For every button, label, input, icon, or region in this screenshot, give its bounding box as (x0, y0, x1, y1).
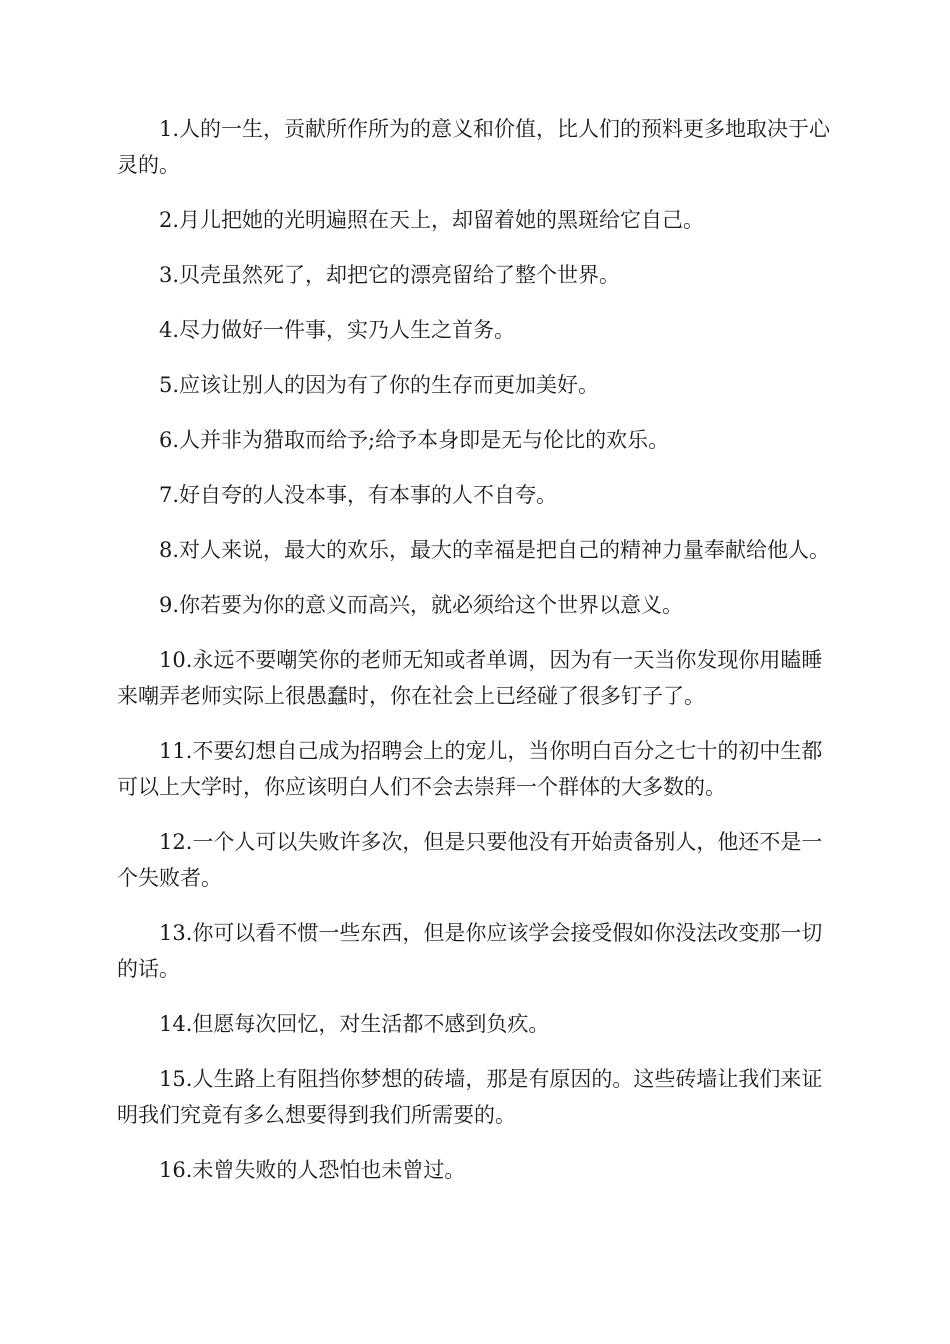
quote-paragraph-5: 5.应该让别人的因为有了你的生存而更加美好。 (159, 373, 600, 397)
quote-paragraph-8: 8.对人来说，最大的欢乐，最大的幸福是把自己的精神力量奉献给他人。 (159, 538, 831, 562)
quote-paragraph-9: 9.你若要为你的意义而高兴，就必须给这个世界以意义。 (159, 593, 684, 617)
quote-paragraph-2: 2.月儿把她的光明遍照在天上，却留着她的黑斑给它自己。 (159, 208, 705, 232)
quote-paragraph-6: 6.人并非为猎取而给予;给予本身即是无与伦比的欢乐。 (159, 428, 670, 452)
quote-paragraph-15: 15.人生路上有阻挡你梦想的砖墙，那是有原因的。这些砖墙让我们来证明我们究竟有多么想要得到我们所需要的。 (117, 1067, 823, 1127)
quote-paragraph-11: 11.不要幻想自己成为招聘会上的宠儿，当你明白百分之七十的初中生都可以上大学时，你应该明白人们不会去崇拜一个群体的大多数的。 (117, 739, 823, 799)
quote-paragraph-12: 12.一个人可以失败许多次，但是只要他没有开始责备别人，他还不是一个失败者。 (117, 830, 823, 890)
quote-paragraph-7: 7.好自夸的人没本事，有本事的人不自夸。 (159, 483, 558, 507)
quote-paragraph-10: 10.永远不要嘲笑你的老师无知或者单调，因为有一天当你发现你用瞌睡来嘲弄老师实际上很愚蠢时，你在社会上已经碰了很多钉子了。 (117, 648, 823, 708)
quote-paragraph-14: 14.但愿每次回忆，对生活都不感到负疚。 (159, 1012, 550, 1036)
quote-paragraph-13: 13.你可以看不惯一些东西，但是你应该学会接受假如你没法改变那一切的话。 (117, 921, 823, 981)
quote-paragraph-16: 16.未曾失败的人恐怕也未曾过。 (159, 1158, 466, 1182)
quote-paragraph-4: 4.尽力做好一件事，实乃人生之首务。 (159, 318, 516, 342)
quote-paragraph-1: 1.人的一生，贡献所作所为的意义和价值，比人们的预料更多地取决于心灵的。 (117, 117, 831, 177)
quote-paragraph-3: 3.贝壳虽然死了，却把它的漂亮留给了整个世界。 (159, 263, 621, 287)
quote-list (117, 111, 837, 1207)
